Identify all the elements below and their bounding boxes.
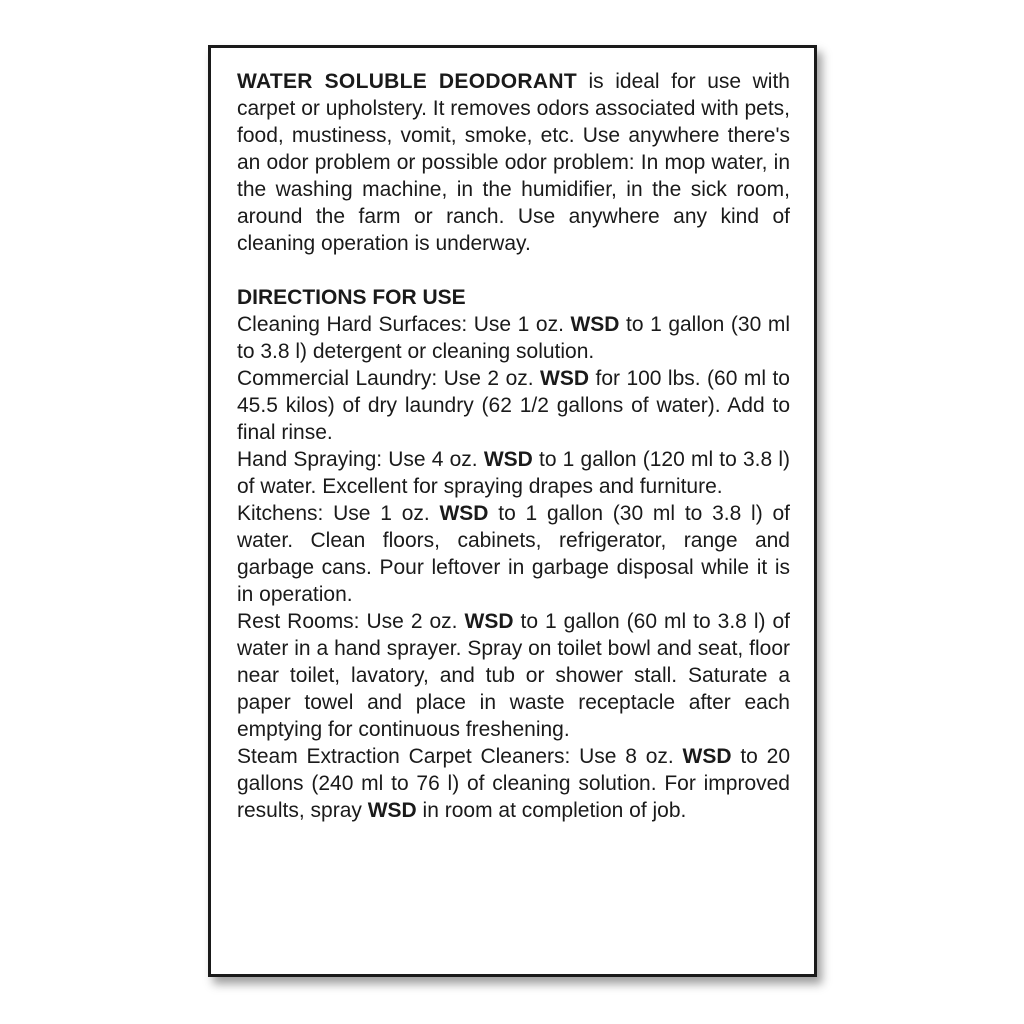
direction-text: Rest Rooms: Use 2 oz. [237,610,465,633]
direction-text: Cleaning Hard Surfaces: Use 1 oz. [237,313,571,336]
direction-text: to 1 gallon (120 ml to 3.8 l) of water. Excellent for spraying drapes and furniture. [237,448,790,498]
direction-text: for 100 lbs. (60 ml to 45.5 kilos) of dry laundry (62 1/2 gallons of water). Add to final rinse. [237,367,790,444]
wsd-abbrev: WSD [367,799,417,822]
intro-text: is ideal for use with carpet or upholstery. It removes odors associated with pets, food, mustiness, vomit, smoke, etc. Use anywhere there's an odor problem or possible odor problem: In mop water, in the washing machine, in the humidifier, in the sick room, around the farm or ranch. Use anywhere any kind of cleaning operation is underway. [237,70,790,255]
wsd-abbrev: WSD [682,745,732,768]
direction-text: Kitchens: Use 1 oz. [237,502,440,525]
direction-hand-spraying [237,446,790,500]
directions-heading: DIRECTIONS FOR USE [237,286,466,309]
wsd-abbrev: WSD [464,610,514,633]
direction-text: to 20 gallons (240 ml to 76 l) of cleaning solution. For improved results, spray [237,745,790,822]
direction-text: to 1 gallon (30 ml to 3.8 l) of water. Clean floors, cabinets, refrigerator, range and garbage cans. Pour leftover in garbage disposal while it is in operation. [237,502,790,606]
intro-paragraph [237,68,790,257]
direction-rest-rooms [237,608,790,743]
direction-steam-extraction [237,743,790,824]
wsd-abbrev: WSD [570,313,620,336]
product-label [208,45,817,977]
wsd-abbrev: WSD [439,502,489,525]
product-name: WATER SOLUBLE DEODORANT [237,70,577,93]
direction-text: in room at completion of job. [416,799,687,822]
direction-kitchens [237,500,790,608]
wsd-abbrev: WSD [483,448,533,471]
direction-text: Commercial Laundry: Use 2 oz. [237,367,541,390]
label-content [237,68,790,824]
wsd-abbrev: WSD [540,367,590,390]
direction-text: Hand Spraying: Use 4 oz. [237,448,484,471]
direction-commercial-laundry [237,365,790,446]
direction-text: to 1 gallon (30 ml to 3.8 l) detergent or cleaning solution. [237,313,790,363]
direction-text: to 1 gallon (60 ml to 3.8 l) of water in a hand sprayer. Spray on toilet bowl and seat, floor near toilet, lavatory, and tub or shower stall. Saturate a paper towel and place in waste receptacle after each emptying for continuous freshening. [237,610,790,741]
direction-text: Steam Extraction Carpet Cleaners: Use 8 oz. [237,745,683,768]
direction-hard-surfaces [237,311,790,365]
